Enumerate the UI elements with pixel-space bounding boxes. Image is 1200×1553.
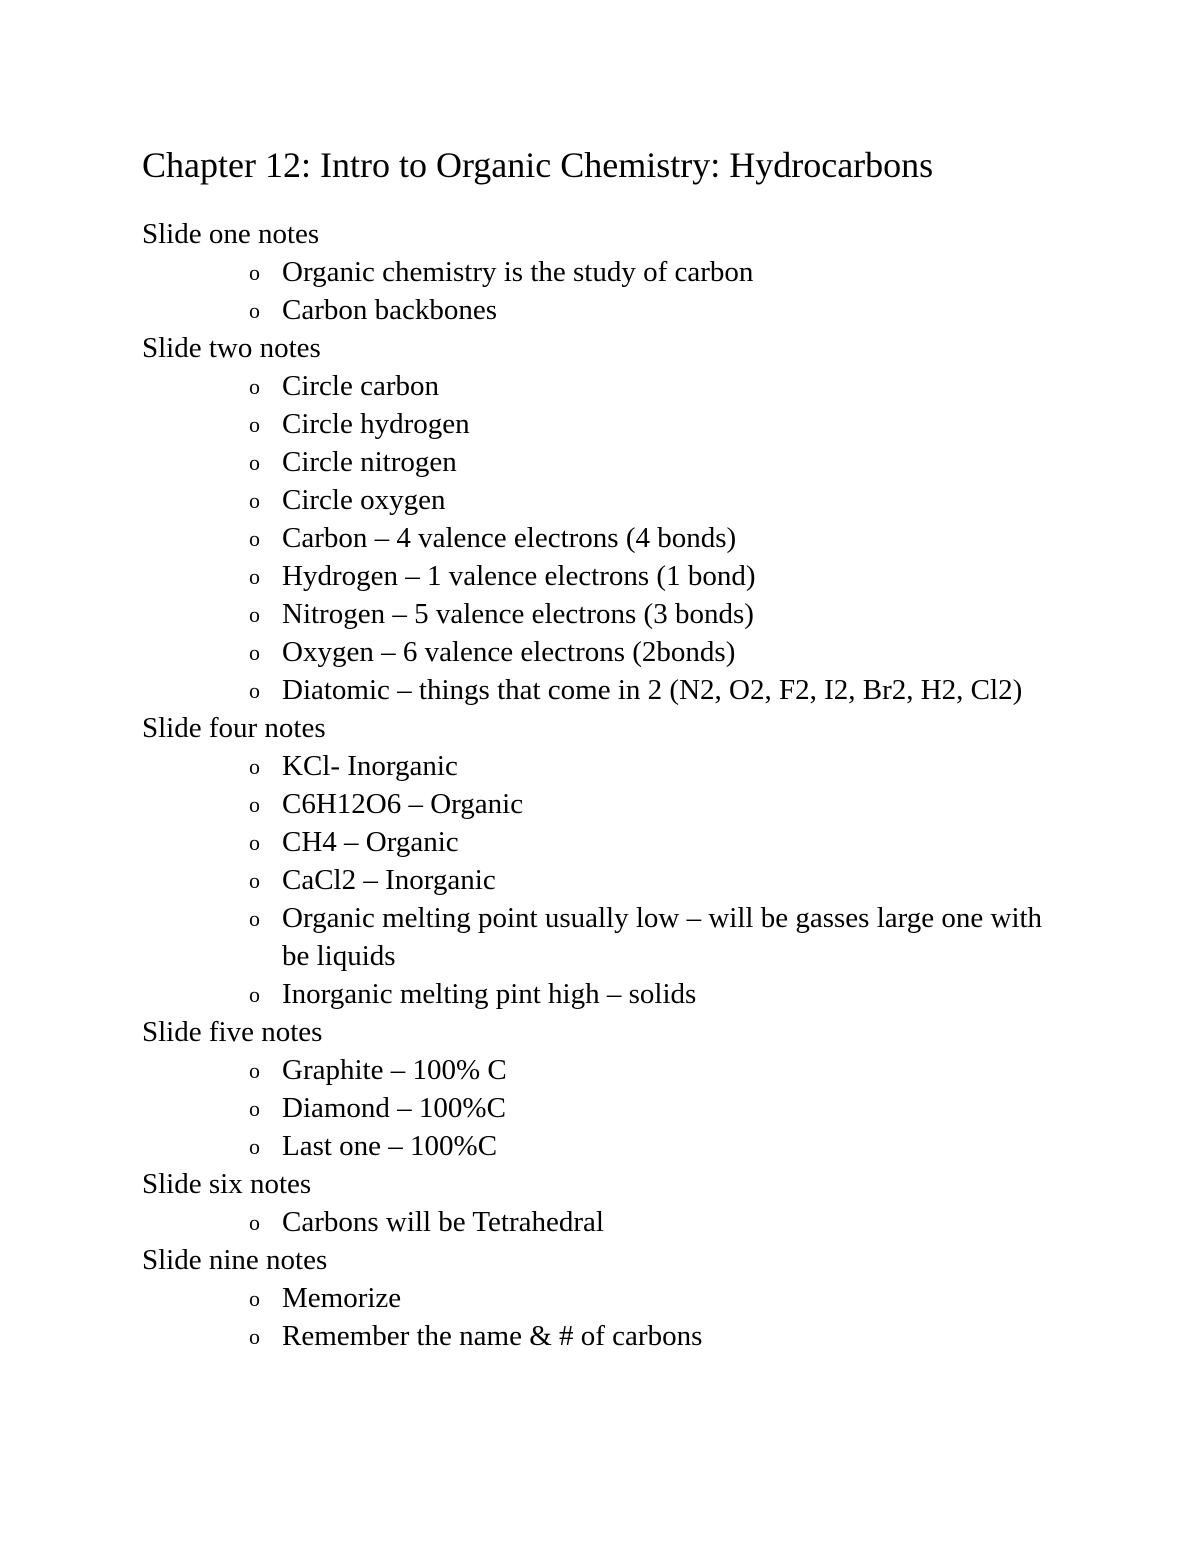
list-item (249, 1203, 1062, 1241)
list-item (249, 1279, 1062, 1317)
list-item-text: Carbon – 4 valence electrons (4 bonds) (282, 522, 737, 554)
bullet-icon: o (249, 754, 260, 779)
bullet-icon: o (249, 488, 260, 513)
list-item-text: Remember the name & # of carbons (282, 1320, 703, 1352)
bullet-list (142, 1279, 1062, 1355)
bullet-icon: o (249, 830, 260, 855)
bullet-icon: o (249, 260, 260, 285)
section-slide-four (142, 709, 1062, 1013)
list-item (249, 633, 1062, 671)
section-slide-nine (142, 1241, 1062, 1355)
list-item (249, 785, 1062, 823)
list-item (249, 519, 1062, 557)
bullet-icon: o (249, 678, 260, 703)
list-item (249, 1051, 1062, 1089)
bullet-list (142, 747, 1062, 1013)
bullet-icon: o (249, 564, 260, 589)
list-item-text: Oxygen – 6 valence electrons (2bonds) (282, 636, 736, 668)
list-item-text: Hydrogen – 1 valence electrons (1 bond) (282, 560, 756, 592)
list-item-text: Memorize (282, 1282, 402, 1314)
bullet-icon: o (249, 792, 260, 817)
list-item-text: Inorganic melting pint high – solids (282, 978, 697, 1010)
list-item-text: Carbons will be Tetrahedral (282, 1206, 604, 1238)
list-item (249, 443, 1062, 481)
bullet-icon: o (249, 374, 260, 399)
section-heading: Slide four notes (142, 712, 326, 744)
list-item (249, 899, 1062, 975)
list-item-text: Graphite – 100% C (282, 1054, 507, 1086)
bullet-list (142, 367, 1062, 709)
list-item (249, 975, 1062, 1013)
bullet-icon: o (249, 1096, 260, 1121)
bullet-icon: o (249, 868, 260, 893)
section-heading: Slide six notes (142, 1168, 312, 1200)
bullet-list (142, 253, 1062, 329)
bullet-icon: o (249, 640, 260, 665)
section-heading: Slide five notes (142, 1016, 323, 1048)
list-item (249, 291, 1062, 329)
bullet-icon: o (249, 526, 260, 551)
list-item (249, 595, 1062, 633)
list-item (249, 405, 1062, 443)
list-item (249, 253, 1062, 291)
bullet-list (142, 1051, 1062, 1165)
list-item-text: KCl- Inorganic (282, 750, 458, 782)
list-item (249, 1127, 1062, 1165)
list-item (249, 1317, 1062, 1355)
bullet-icon: o (249, 602, 260, 627)
list-item-text: CaCl2 – Inorganic (282, 864, 496, 896)
document-page (142, 143, 1062, 1355)
list-item-text: Circle hydrogen (282, 408, 470, 440)
bullet-icon: o (249, 1286, 260, 1311)
list-item-text: Diamond – 100%C (282, 1092, 506, 1124)
section-slide-five (142, 1013, 1062, 1165)
list-item (249, 481, 1062, 519)
bullet-icon: o (249, 1324, 260, 1349)
list-item-text: C6H12O6 – Organic (282, 788, 524, 820)
list-item-text: Nitrogen – 5 valence electrons (3 bonds) (282, 598, 754, 630)
section-slide-two (142, 329, 1062, 709)
bullet-icon: o (249, 1134, 260, 1159)
bullet-icon: o (249, 906, 260, 931)
bullet-icon: o (249, 982, 260, 1007)
section-heading: Slide one notes (142, 218, 320, 250)
bullet-icon: o (249, 450, 260, 475)
list-item-text: CH4 – Organic (282, 826, 459, 858)
list-item (249, 557, 1062, 595)
bullet-list (142, 1203, 1062, 1241)
bullet-icon: o (249, 1058, 260, 1083)
section-heading: Slide nine notes (142, 1244, 328, 1276)
list-item-text: Organic chemistry is the study of carbon (282, 256, 754, 288)
list-item-text: Circle nitrogen (282, 446, 457, 478)
list-item-text: Diatomic – things that come in 2 (N2, O2, F2, I2, Br2, H2, Cl2) (282, 674, 1023, 706)
document-title: Chapter 12: Intro to Organic Chemistry: Hydrocarbons (142, 145, 934, 185)
section-slide-one (142, 215, 1062, 329)
section-slide-six (142, 1165, 1062, 1241)
list-item (249, 1089, 1062, 1127)
list-item (249, 367, 1062, 405)
list-item-text: Last one – 100%C (282, 1130, 498, 1162)
list-item-text: Organic melting point usually low – will be gasses large one with be liquids (282, 902, 1043, 972)
list-item-text: Circle carbon (282, 370, 440, 402)
bullet-icon: o (249, 1210, 260, 1235)
list-item (249, 823, 1062, 861)
list-item (249, 861, 1062, 899)
list-item-text: Carbon backbones (282, 294, 498, 326)
list-item (249, 671, 1062, 709)
section-heading: Slide two notes (142, 332, 321, 364)
list-item (249, 747, 1062, 785)
bullet-icon: o (249, 412, 260, 437)
bullet-icon: o (249, 298, 260, 323)
list-item-text: Circle oxygen (282, 484, 446, 516)
